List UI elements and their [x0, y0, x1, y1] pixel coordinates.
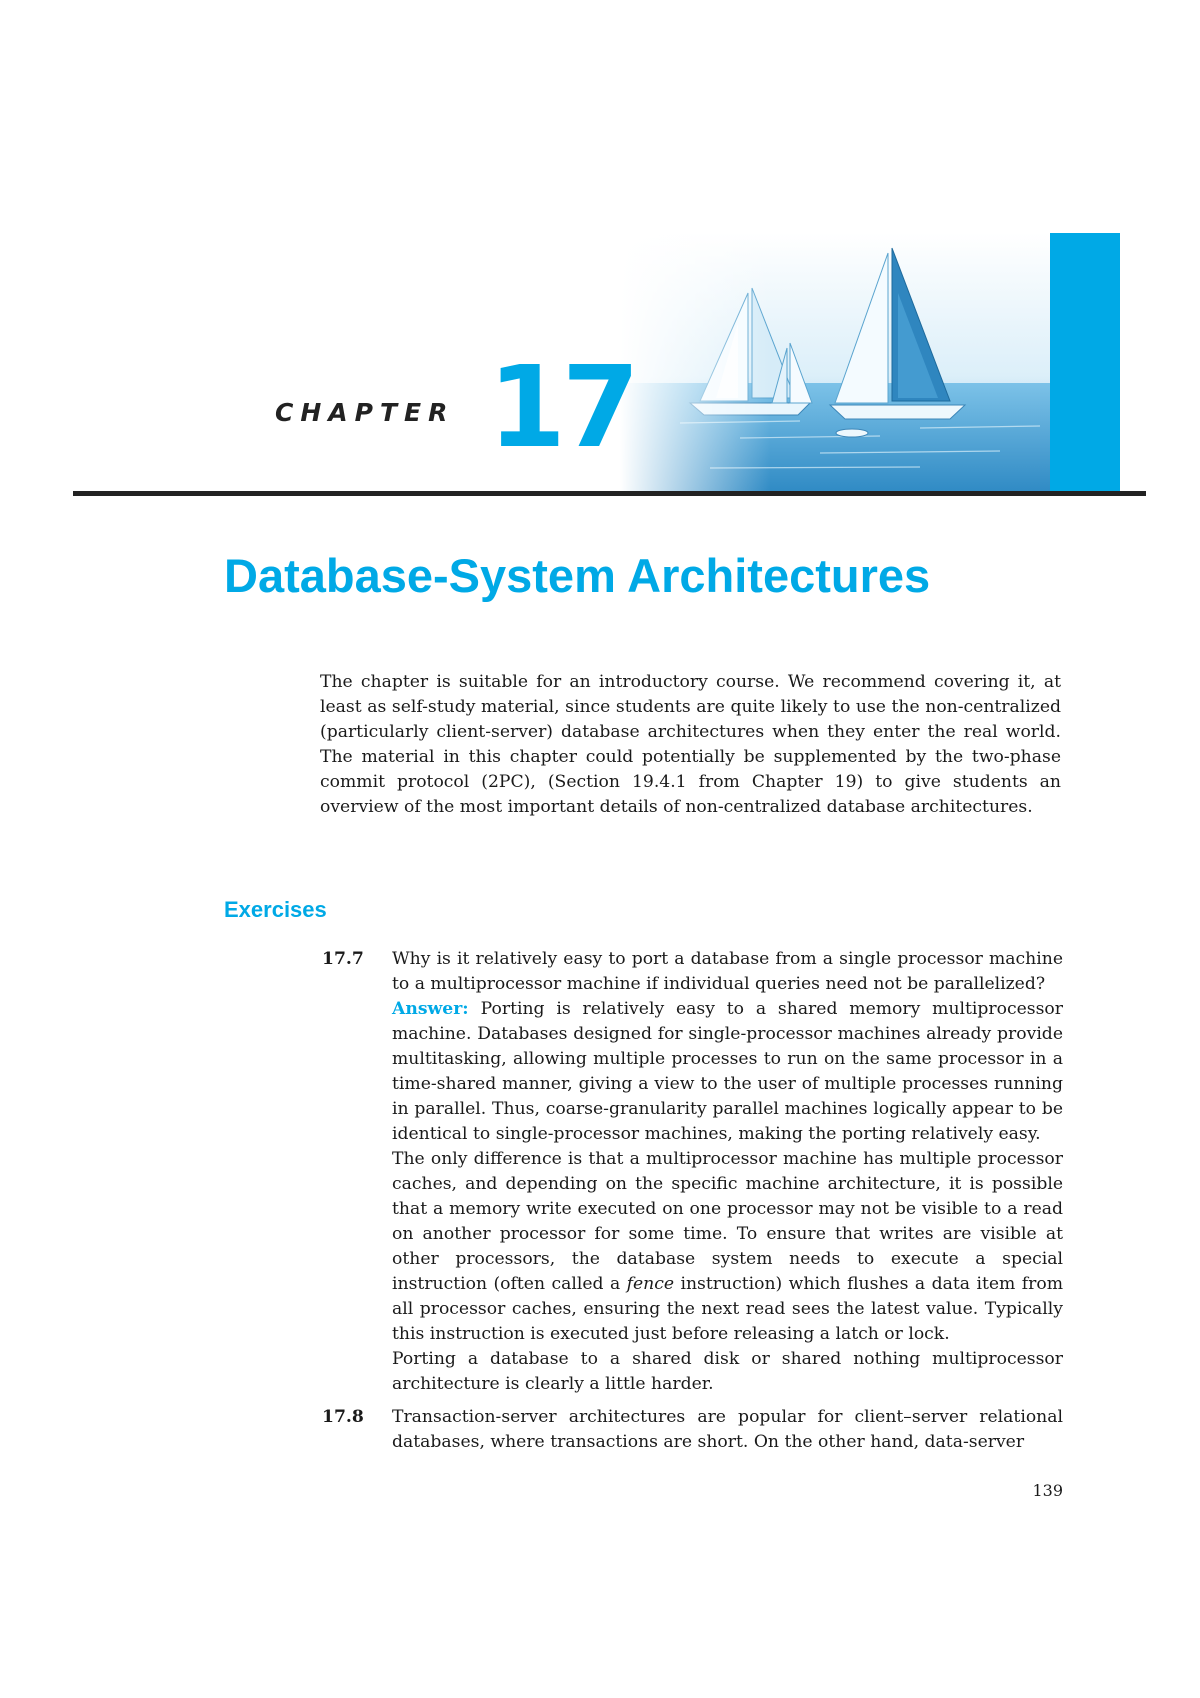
header-divider	[73, 491, 1146, 496]
answer-label: Answer:	[392, 999, 469, 1019]
answer-text: The only difference is that a multiprocessor machine has multiple processor caches, and depending on the specific machine architecture, it is possible that a memory write executed on one processor may not be visible to a read on another processor for some time. To ensure that writes are visible at other processors, the database system needs to execute a special instruction (often called a	[392, 1149, 1063, 1294]
exercises-heading: Exercises	[224, 897, 327, 922]
exercise-answer-paragraph: Porting a database to a shared disk or shared nothing multiprocessor architecture is clearly a little harder.	[392, 1349, 1063, 1394]
chapter-tab-accent	[1050, 233, 1120, 493]
answer-text: Porting is relatively easy to a shared memory multiprocessor machine. Databases designed for single-processor machines already provide multitasking, allowing multiple processes to run on the same processor in a time-shared manner, giving a view to the user of multiple processes running in parallel. Thus, coarse-granularity parallel machines logically appear to be identical to single-processor machines, making the porting relatively easy.	[392, 999, 1063, 1144]
exercise-number: 17.7	[322, 949, 364, 969]
sailboats-banner-image	[620, 233, 1050, 493]
page-number: 139	[1032, 1481, 1063, 1500]
exercise-answer-paragraph	[392, 1147, 1063, 1347]
exercise-number: 17.8	[322, 1407, 364, 1427]
exercise-question: Transaction-server architectures are popular for client–server relational databases, where transactions are short. On the other hand, data-server	[392, 1407, 1063, 1452]
answer-emphasis: fence	[626, 1274, 675, 1294]
exercise-body	[392, 1405, 1063, 1455]
answer-text: instruction) which flushes a data item from all processor caches, ensuring the next read sees the latest value. Typically this instruction is executed just before releasing a latch or lock.	[392, 1274, 1063, 1344]
exercise-question: Why is it relatively easy to port a database from a single processor machine to a multiprocessor machine if individual queries need not be parallelized?	[392, 949, 1063, 994]
chapter-label: CHAPTER	[275, 398, 455, 427]
exercise-item	[322, 1405, 1063, 1455]
exercise-item	[322, 947, 1063, 1397]
exercise-answer-paragraph	[392, 997, 1063, 1147]
chapter-number: 17	[488, 343, 636, 473]
chapter-title: Database-System Architectures	[224, 549, 931, 602]
exercise-body	[392, 947, 1063, 1397]
intro-paragraph: The chapter is suitable for an introductory course. We recommend covering it, at least as self-study material, since students are quite likely to use the non-centralized (particularly client-server) database architectures when they enter the real world. The material in this chapter could potentially be supplemented by the two-phase commit protocol (2PC), (Section 19.4.1 from Chapter 19) to give students an overview of the most important details of non-centralized database architectures.	[320, 672, 1061, 817]
